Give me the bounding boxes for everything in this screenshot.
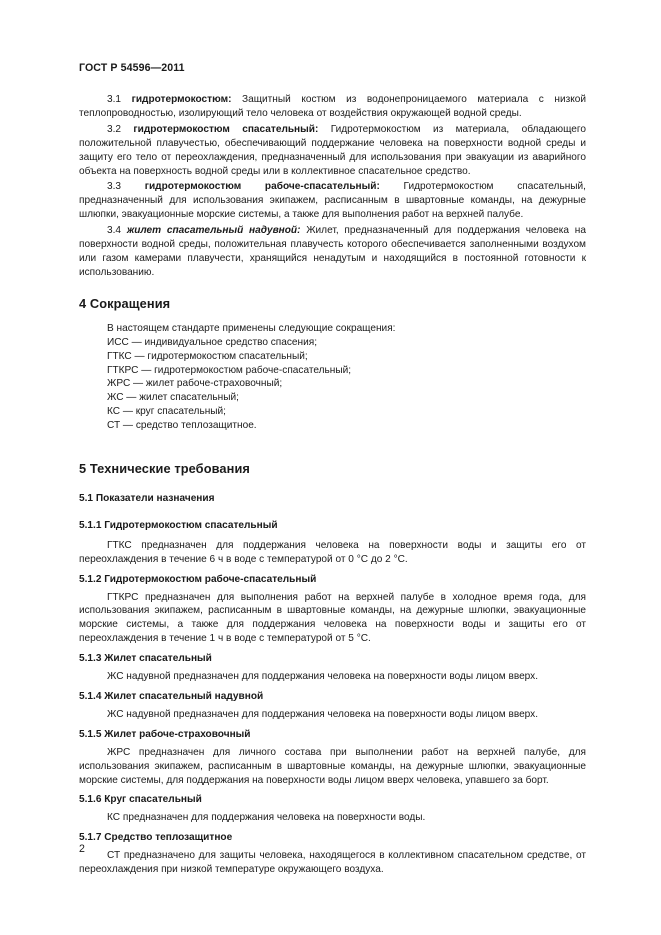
definition-3-3: 3.3 гидротермокостюм рабоче-спасательный: Гидротермокостюм спасательный, предназначенный для использования экипажем, расписанным в швартовные команды, на дежурные шлюпки, эвакуационные морские системы, а также для выполнения работ на верхней палубе. [79,181,586,221]
abbreviation-item: ЖС — жилет спасательный; [107,392,239,404]
clause-5-1-5-text: ЖРС предназначен для личного состава при выполнении работ на верхней палубе, для использования экипажем, расписанным в швартовные команды, на дежурные шлюпки, эвакуационные морские системы, для поддержания на поверхности воды лицом вверх человека, упавшего за борт. [79,746,586,786]
abbreviation-item: ГТКС — гидротермокостюм спасательный; [107,350,308,362]
section-5 [79,461,586,877]
page-number: 2 [79,843,85,855]
clause-5-1-7-text: СТ предназначено для защиты человека, находящегося в коллективном спасательном средстве, от переохлаждения при низкой температуре окружающего воздуха. [79,850,586,876]
definition-3-2: 3.2 гидротермокостюм спасательный: Гидротермокостюм из материала, обладающего положительной плавучестью, обеспечивающий поддержание человека на поверхности водной среды и защиту его тело от переохлаждения, предназначенный для использования при эвакуации из аварийного объекта на поверхность водной среды или в коллективное спасательное средство. [79,123,586,177]
page-content [79,93,586,877]
abbreviation-item: СТ — средство теплозащитное. [107,420,257,432]
subsection-5-1-title: 5.1 Показатели назначения [79,493,215,505]
section-4 [79,296,586,433]
section-5-title: 5 Технические требования [79,461,250,477]
clause-5-1-4-text: ЖС надувной предназначен для поддержания человека на поверхности воды лицом вверх. [107,708,539,720]
clause-5-1-1-title: 5.1.1 Гидротермокостюм спасательный [79,519,278,531]
abbreviation-item: ИСС — индивидуальное средство спасения; [107,336,318,348]
abbreviation-item: КС — круг спасательный; [107,406,226,418]
abbreviation-item: ГТКРС — гидротермокостюм рабоче-спасательный; [107,364,352,376]
definition-3-1: 3.1 гидротермокостюм: Защитный костюм из водонепроницаемого материала с низкой теплопроводностью, изолирующий тело человека от воздействия окружающей водной среды. [79,94,586,119]
clause-5-1-3-title: 5.1.3 Жилет спасательный [79,653,212,665]
section-4-title: 4 Сокращения [79,295,171,311]
clause-5-1-7-title: 5.1.7 Средство теплозащитное [79,832,233,844]
clause-5-1-5-title: 5.1.5 Жилет рабоче-страховочный [79,728,251,740]
clause-5-1-6-title: 5.1.6 Круг спасательный [79,794,202,806]
definition-3-4: 3.4 жилет спасательный надувной: Жилет, предназначенный для поддержания человека на поверхности водной среды, положительная плавучесть которого обеспечивается заполненными воздухом или газом камерами плавучести, хранящийся ненадутым и находящийся в постоянной готовности к использованию. [79,225,586,278]
abbreviation-item: ЖРС — жилет рабоче-страховочный; [107,378,283,390]
document-header: ГОСТ Р 54596—2011 [79,62,185,74]
clause-5-1-2-title: 5.1.2 Гидротермокостюм рабоче-спасательный [79,573,317,585]
clause-5-1-4-title: 5.1.4 Жилет спасательный надувной [79,691,264,702]
clause-5-1-3-text: ЖС надувной предназначен для поддержания человека на поверхности воды лицом вверх. [107,671,539,683]
abbreviations-intro: В настоящем стандарте применены следующие сокращения: [107,322,396,334]
clause-5-1-1-text: ГТКС предназначен для поддержания человека на поверхности воды и защиты его от переохлаждения в течение 6 ч в воде с температурой от 0 °С до 2 °С. [79,539,586,565]
clause-5-1-6-text: КС предназначен для поддержания человека на поверхности воды. [107,812,426,824]
clause-5-1-2-text: ГТКРС предназначен для выполнения работ на верхней палубе в холодное время года, для использования экипажем, расписанным в швартовные команды, на дежурные шлюпки, эвакуационные морские системы, а также для поддержания человека на поверхности воды и защиты его от переохлаждения в течение 1 ч в воде с температурой от 5 °С. [79,591,586,645]
